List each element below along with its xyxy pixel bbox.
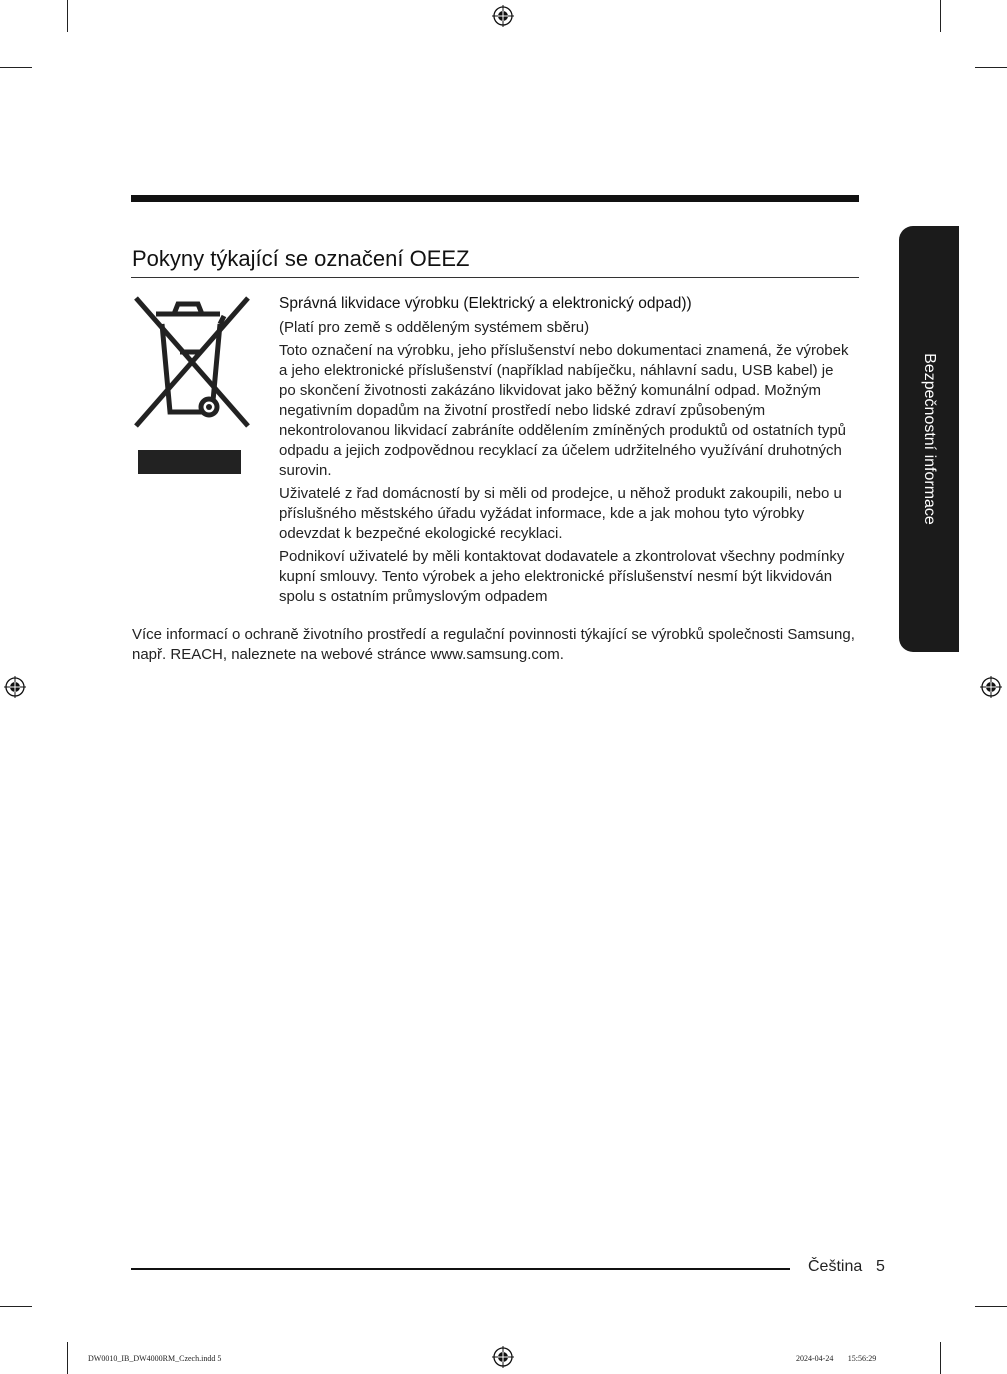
crop-mark bbox=[940, 1342, 941, 1374]
weee-disposal-text bbox=[279, 294, 854, 610]
crop-mark bbox=[975, 67, 1007, 68]
side-tab-label: Bezpečnostní informace bbox=[921, 353, 938, 525]
disposal-scope: (Platí pro země s odděleným systémem sběru) bbox=[279, 319, 590, 336]
crossed-out-wheelie-bin-icon bbox=[130, 292, 256, 478]
footer-language: Čeština bbox=[808, 1258, 863, 1275]
registration-mark-icon bbox=[980, 676, 1002, 698]
print-slug-file: DW0010_IB_DW4000RM_Czech.indd 5 bbox=[88, 1354, 222, 1363]
registration-mark-icon bbox=[4, 676, 26, 698]
crop-mark bbox=[67, 1342, 68, 1374]
registration-mark-icon bbox=[492, 5, 514, 27]
disposal-paragraph-2: Uživatelé z řad domácností by si měli od prodejce, u něhož produkt zakoupili, nebo u příslušného městského úřadu vyžádat informace, kde a jak mohou tyto výrobky odevzdat k bezpečné ekologické recyklaci. bbox=[279, 485, 842, 542]
title-rule bbox=[131, 277, 859, 278]
print-slug-timestamp: 2024-04-24   15:56:29 bbox=[796, 1354, 877, 1363]
top-rule bbox=[131, 195, 859, 202]
crop-mark bbox=[975, 1306, 1007, 1307]
disposal-paragraph-3: Podnikoví uživatelé by měli kontaktovat dodavatele a zkontrolovat všechny podmínky kupní smlouvy. Tento výrobek a jeho elektronické příslušenství nesmí být likvidován spolu s ostatním průmyslovým odpadem bbox=[279, 548, 845, 605]
crop-mark bbox=[67, 0, 68, 32]
crop-mark bbox=[940, 0, 941, 32]
side-chapter-tab bbox=[899, 226, 959, 652]
disposal-paragraph-1: Toto označení na výrobku, jeho příslušenství nebo dokumentaci znamená, že výrobek a jeho elektronické příslušenství (například nabíječku, náhlavní sadu, USB kabel) je po skončení životnosti zakázáno likvidovat jako běžný komunální odpad. Možným negativním dopadům na životní prostředí nebo lidské zdraví způsobeným nekontrolovanou likvidací zabráníte oddělením zmíněných produktů od ostatních typů odpadu a jejich zodpovědnou recyklací za účelem udržitelného využívání druhotných surovin. bbox=[279, 342, 849, 479]
registration-mark-icon bbox=[492, 1346, 514, 1368]
disposal-heading: Správná likvidace výrobku (Elektrický a elektronický odpad)) bbox=[279, 295, 692, 312]
footer-rule bbox=[131, 1268, 790, 1270]
crop-mark bbox=[0, 67, 32, 68]
page-number: 5 bbox=[876, 1258, 885, 1275]
crop-mark bbox=[0, 1306, 32, 1307]
more-info-paragraph: Více informací o ochraně životního prostředí a regulační povinnosti týkající se výrobků společnosti Samsung, např. REACH, naleznete na webové stránce www.samsung.com. bbox=[132, 626, 855, 663]
section-title: Pokyny týkající se označení OEEZ bbox=[132, 246, 470, 271]
